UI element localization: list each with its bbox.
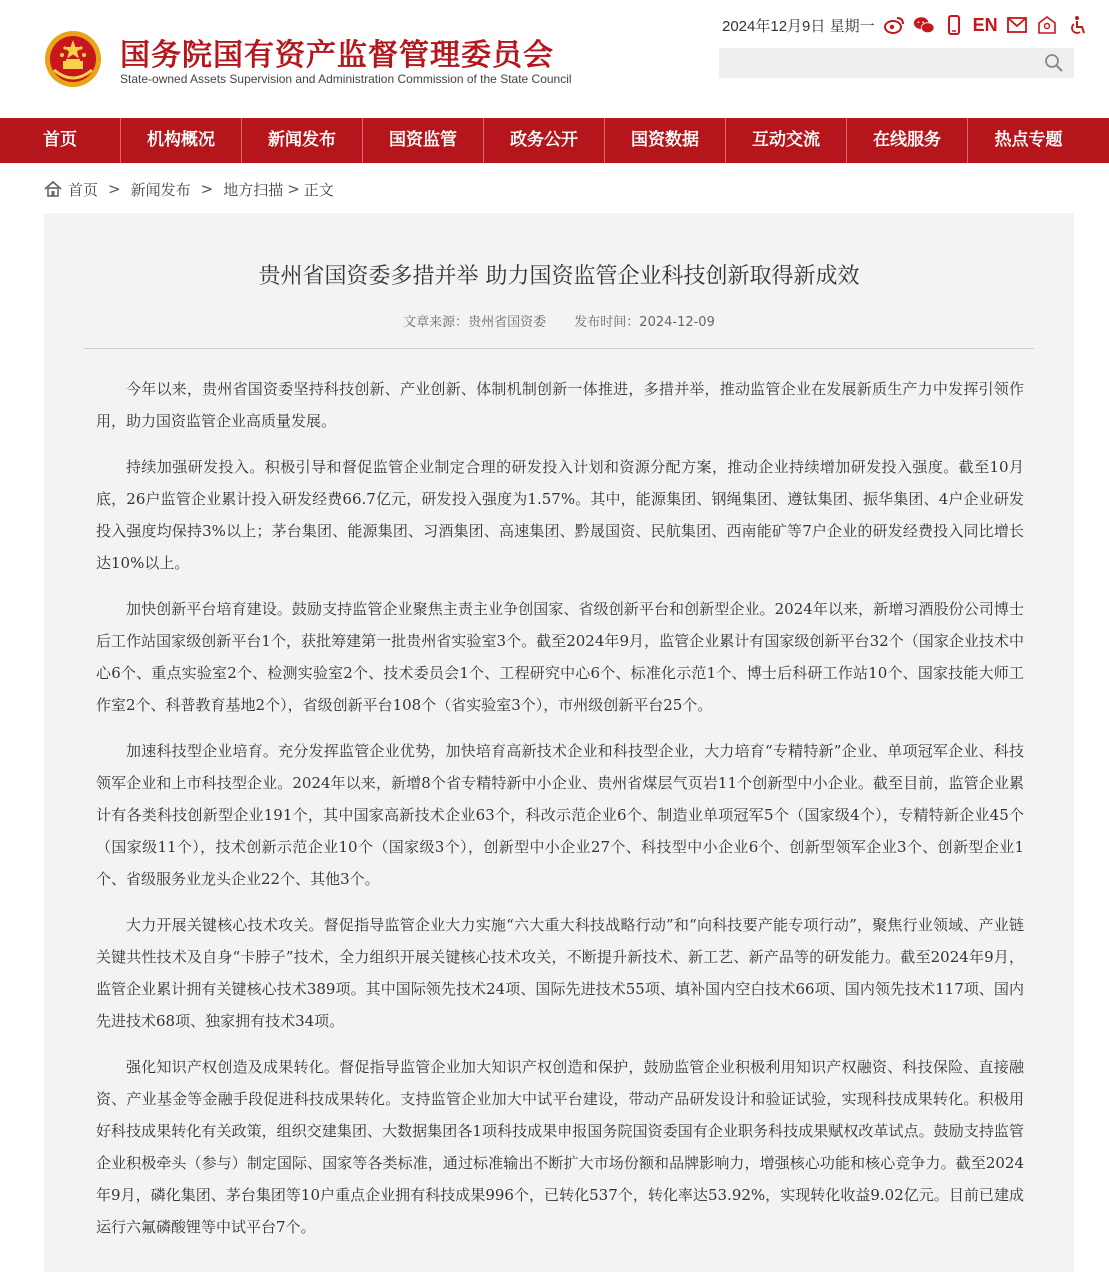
nav-item-about[interactable]: 机构概况 [121,118,242,163]
wechat-icon[interactable] [913,14,935,36]
article-panel [44,213,1074,1272]
accessibility-icon[interactable] [1066,14,1088,36]
breadcrumb-news[interactable]: 新闻发布 [130,180,191,199]
site-subtitle-en: State-owned Assets Supervision and Administration Commission of the State Council [120,72,572,86]
home-icon [44,180,62,198]
search-input[interactable] [719,48,1029,78]
nav-item-home[interactable]: 首页 [0,118,121,163]
nav-item-supervision[interactable]: 国资监管 [363,118,484,163]
search-box [719,48,1074,78]
paragraph: 今年以来，贵州省国资委坚持科技创新、产业创新、体制机制创新一体推进，多措并举，推动监管企业在发展新质生产力中发挥引领作用，助力国资监管企业高质量发展。 [96,380,1024,430]
paragraph: 加速科技型企业培育。充分发挥监管企业优势，加快培育高新技术企业和科技型企业，大力培育“专精特新”企业、单项冠军企业、科技领军企业和上市科技型企业。2024年以来，新增8个省专精特新中小企业、贵州省煤层气页岩11个创新型中小企业。截至目前，监管企业累计有各类科技创新型企业191个，其中国家高新技术企业63个，科改示范企业6个、制造业单项冠军5个（国家级4个），专精特新企业45个（国家级11个），技术创新示范企业10个（国家级3个），创新型中小企业27个、科技型中小企业6个、创新型领军企业3个、创新型企业1个、省级服务业龙头企业22个、其他3个。 [96,742,1024,888]
article-meta [44,311,1074,330]
nav-item-interaction[interactable]: 互动交流 [726,118,847,163]
paragraph: 大力开展关键核心技术攻关。督促指导监管企业大力实施“六大重大科技战略行动”和“向科技要产能专项行动”，聚焦行业领域、产业链关键共性技术及自身“卡脖子”技术，全力组织开展关键核心技术攻关，不断提升新技术、新工艺、新产品等的研发能力。截至2024年9月，监管企业累计拥有关键核心技术389项。其中国际领先技术24项、国际先进技术55项、填补国内空白技术66项、国内领先技术117项、国内先进技术68项、独家拥有技术34项。 [96,916,1024,1030]
article-date: 发布时间：2024-12-09 [574,315,715,330]
article-title: 贵州省国资委多措并举 助力国资监管企业科技创新取得新成效 [258,264,860,289]
mobile-icon[interactable] [943,14,965,36]
paragraph: 加快创新平台培育建设。鼓励支持监管企业聚焦主责主业争创国家、省级创新平台和创新型企业。2024年以来，新增习酒股份公司博士后工作站国家级创新平台1个，获批筹建第一批贵州省实验室3个。截至2024年9月，监管企业累计有国家级创新平台32个（国家企业技术中心6个、重点实验室2个、检测实验室2个、技术委员会1个、工程研究中心6个、标准化示范1个、博士后科研工作站10个、国家技能大师工作室2个、科普教育基地2个），省级创新平台108个（省实验室3个），市州级创新平台25个。 [96,600,1024,714]
national-emblem-icon[interactable] [44,30,102,88]
nav-item-data[interactable]: 国资数据 [605,118,726,163]
breadcrumb-separator: > [287,180,300,198]
mail-icon[interactable] [1006,14,1028,36]
weibo-icon[interactable] [883,14,905,36]
divider [84,348,1034,349]
site-title[interactable]: 国务院国有资产监督管理委员会 [120,38,554,73]
breadcrumb-separator: > [108,180,121,198]
breadcrumb [44,176,334,202]
breadcrumb-separator: > [200,180,214,198]
letter-icon[interactable] [1036,14,1058,36]
article-source: 文章来源：贵州省国资委 [403,315,547,330]
paragraph: 持续加强研发投入。积极引导和督促监管企业制定合理的研发投入计划和资源分配方案，推动企业持续增加研发投入强度。截至10月底，26户监管企业累计投入研发经费66.7亿元，研发投入强度为1.57%。其中，能源集团、钢绳集团、遵钛集团、振华集团、4户企业研发投入强度均保持3%以上；茅台集团、能源集团、习酒集团、高速集团、黔晟国资、民航集团、西南能矿等7户企业的研发经费投入同比增长达10%以上。 [96,458,1024,572]
search-icon[interactable] [1044,53,1064,73]
english-version-link[interactable]: EN [972,14,998,35]
nav-item-news[interactable]: 新闻发布 [242,118,363,163]
breadcrumb-home[interactable]: 首页 [68,180,99,199]
breadcrumb-local[interactable]: 地方扫描 [223,180,284,199]
current-date: 2024年12月9日 星期一 [722,17,875,35]
top-toolbar [722,12,1088,38]
site-header [0,0,1109,118]
paragraph: 强化知识产权创造及成果转化。督促指导监管企业加大知识产权创造和保护，鼓励监管企业积极利用知识产权融资、科技保险、直接融资、产业基金等金融手段促进科技成果转化。支持监管企业加大中试平台建设，带动产品研发设计和验证试验，实现科技成果转化。积极用好科技成果转化有关政策，组织交建集团、大数据集团各1项科技成果申报国务院国资委国有企业职务科技成果赋权改革试点。鼓励支持监管企业积极牵头（参与）制定国际、国家等各类标准，通过标准输出不断扩大市场份额和品牌影响力，增强核心功能和核心竞争力。截至2024年9月，磷化集团、茅台集团等10户重点企业拥有科技成果996个，已转化537个，转化率达53.92%，实现转化收益9.02亿元。目前已建成运行六氟磷酸锂等中试平台7个。 [96,1058,1024,1236]
breadcrumb-current: 正文 [303,180,334,199]
article-body [96,373,1024,1257]
nav-item-hot-topics[interactable]: 热点专题 [994,130,1063,150]
main-nav [0,118,1109,163]
nav-item-online-service[interactable]: 在线服务 [847,118,968,163]
nav-item-government-affairs[interactable]: 政务公开 [484,118,605,163]
